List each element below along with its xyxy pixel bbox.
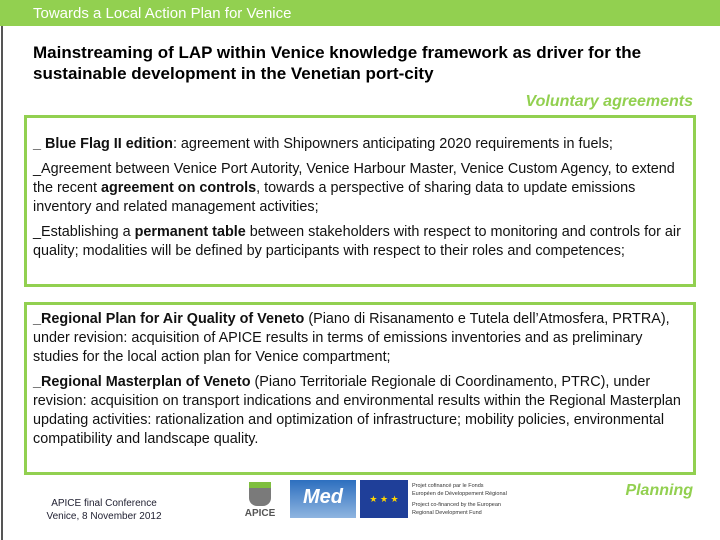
left-border [1,24,3,540]
header-title: Towards a Local Action Plan for Venice [33,5,292,22]
list-item: _Agreement between Venice Port Autority, Venice Harbour Master, Venice Custom Agency, to extend the recent agreement on controls, towards a perspective of sharing data to update emissions inventory and related management activities; [33,161,675,215]
footer-conference [40,497,168,523]
list-item: _Regional Plan for Air Quality of Veneto (Piano di Risanamento e Tutela dell’Atmosfera, PRTRA), under revision: acquisition of APICE results in terms of emissions inventories and as preliminary studies for the local action plan for Venice compartment; [33,311,670,365]
funding-note: Projet cofinancé par le Fonds Européen de Développement Régional Project co-financed by the European Regional Development Fund [412,483,507,516]
voluntary-agreements-box [24,115,696,287]
apice-logo: APICE [242,480,278,518]
list-item: _Establishing a permanent table between stakeholders with respect to monitoring and controls for air quality; modalities will be defined by participants with respect to their roles and competences; [33,224,681,259]
list-item: _Regional Masterplan of Veneto (Piano Territoriale Regionale di Coordinamento, PTRC), under revision: acquisition on transport indications and environmental results within the Regional Masterplan updating activities: rationalization and optimization of infrastructure; mobility policies, environmental compatibility and landscape quality. [33,374,681,447]
conference-name: APICE final Conference [51,498,157,509]
header-bar [0,0,720,26]
slide-title: Mainstreaming of LAP within Venice knowledge framework as driver for the sustainable development in the Venetian port-city [33,43,642,83]
eu-flag-icon: ★ ★ ★ [360,480,408,518]
ship-icon [249,482,271,506]
planning-box [24,302,696,475]
list-item: _ Blue Flag II edition: agreement with Shipowners anticipating 2020 requirements in fuels; [33,136,613,152]
section-voluntary-agreements: Voluntary agreements [525,93,693,110]
section-planning: Planning [625,482,693,499]
conference-date: Venice, 8 November 2012 [46,511,162,522]
med-logo: Med [290,480,356,518]
